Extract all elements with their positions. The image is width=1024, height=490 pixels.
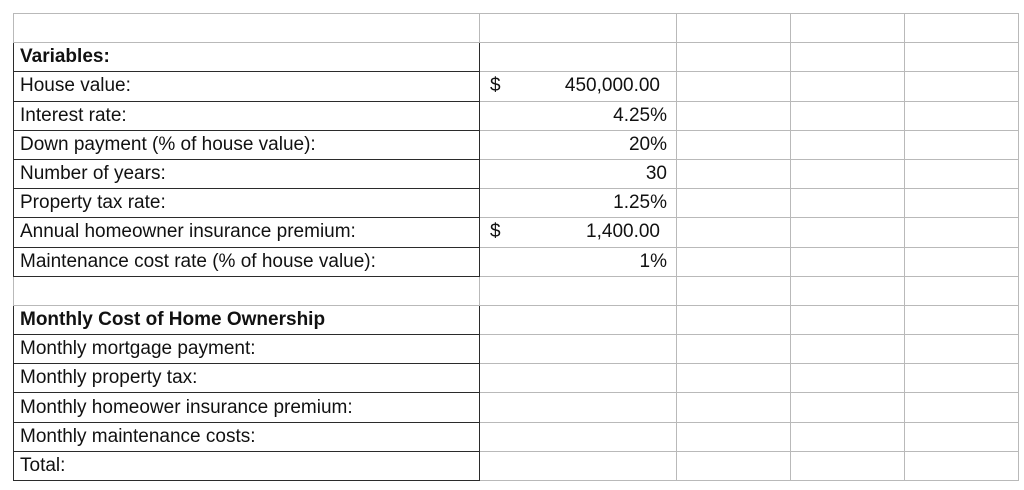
sheet-row <box>14 43 1019 72</box>
cell-e8[interactable] <box>905 218 1019 247</box>
cell-d15[interactable] <box>791 422 905 451</box>
cell-d2[interactable] <box>791 43 905 72</box>
cell-d6[interactable] <box>791 159 905 188</box>
maintenance-rate-value: 1% <box>639 250 667 272</box>
cell-c10[interactable] <box>677 276 791 305</box>
interest-rate-value: 4.25% <box>613 104 667 126</box>
cell-c2[interactable] <box>677 43 791 72</box>
variables-header-cell[interactable]: Variables: <box>14 43 480 72</box>
down-payment-value: 20% <box>628 133 667 155</box>
sheet-row <box>14 276 1019 305</box>
cell-d4[interactable] <box>791 101 905 130</box>
cell-e16[interactable] <box>905 451 1019 480</box>
cell-c9[interactable] <box>677 247 791 276</box>
number-of-years-cell[interactable] <box>480 159 677 188</box>
cell-c15[interactable] <box>677 422 791 451</box>
sheet-row <box>14 14 1019 43</box>
monthly-property-tax-value-cell[interactable] <box>480 364 677 393</box>
cell-c14[interactable] <box>677 393 791 422</box>
cell-c6[interactable] <box>677 159 791 188</box>
cell-c11[interactable] <box>677 305 791 334</box>
house-value-cell[interactable] <box>480 72 677 101</box>
house-value-label[interactable]: House value: <box>14 72 480 101</box>
interest-rate-cell[interactable] <box>480 101 677 130</box>
cell-c12[interactable] <box>677 335 791 364</box>
cell-e6[interactable] <box>905 159 1019 188</box>
cell-a10[interactable] <box>14 276 480 305</box>
cell-e12[interactable] <box>905 335 1019 364</box>
cell-e10[interactable] <box>905 276 1019 305</box>
cell-d10[interactable] <box>791 276 905 305</box>
currency-symbol: $ <box>490 75 501 97</box>
down-payment-label[interactable]: Down payment (% of house value): <box>14 130 480 159</box>
cell-e4[interactable] <box>905 101 1019 130</box>
monthly-maintenance-value-cell[interactable] <box>480 422 677 451</box>
sheet-row <box>14 72 1019 101</box>
cell-d13[interactable] <box>791 364 905 393</box>
cell-d16[interactable] <box>791 451 905 480</box>
sheet-row <box>14 130 1019 159</box>
cell-e15[interactable] <box>905 422 1019 451</box>
cell-e1[interactable] <box>905 14 1019 43</box>
sheet-row <box>14 247 1019 276</box>
cell-e11[interactable] <box>905 305 1019 334</box>
cell-d14[interactable] <box>791 393 905 422</box>
sheet-row <box>14 364 1019 393</box>
house-value-amount: 450,000.00 <box>564 75 660 97</box>
cell-c7[interactable] <box>677 189 791 218</box>
cell-a1[interactable] <box>14 14 480 43</box>
sheet-row <box>14 189 1019 218</box>
cell-d7[interactable] <box>791 189 905 218</box>
cell-e3[interactable] <box>905 72 1019 101</box>
sheet-row <box>14 101 1019 130</box>
spreadsheet-grid <box>13 13 1019 481</box>
interest-rate-label[interactable]: Interest rate: <box>14 101 480 130</box>
maintenance-rate-cell[interactable] <box>480 247 677 276</box>
cell-d12[interactable] <box>791 335 905 364</box>
total-value-cell[interactable] <box>480 451 677 480</box>
property-tax-rate-label[interactable]: Property tax rate: <box>14 189 480 218</box>
sheet-row <box>14 393 1019 422</box>
cell-b10[interactable] <box>480 276 677 305</box>
sheet-row <box>14 451 1019 480</box>
property-tax-rate-cell[interactable] <box>480 189 677 218</box>
maintenance-rate-label[interactable]: Maintenance cost rate (% of house value): <box>14 247 480 276</box>
monthly-maintenance-label[interactable]: Monthly maintenance costs: <box>14 422 480 451</box>
cell-d9[interactable] <box>791 247 905 276</box>
cell-b1[interactable] <box>480 14 677 43</box>
insurance-premium-cell[interactable] <box>480 218 677 247</box>
cell-d1[interactable] <box>791 14 905 43</box>
monthly-insurance-label[interactable]: Monthly homeower insurance premium: <box>14 393 480 422</box>
total-label[interactable]: Total: <box>14 451 480 480</box>
monthly-mortgage-label[interactable]: Monthly mortgage payment: <box>14 335 480 364</box>
cell-c4[interactable] <box>677 101 791 130</box>
cell-b2[interactable] <box>480 43 677 72</box>
currency-symbol: $ <box>490 221 501 243</box>
insurance-premium-label[interactable]: Annual homeowner insurance premium: <box>14 218 480 247</box>
monthly-insurance-value-cell[interactable] <box>480 393 677 422</box>
cell-c16[interactable] <box>677 451 791 480</box>
number-of-years-value: 30 <box>645 162 667 184</box>
sheet-row <box>14 335 1019 364</box>
cell-c3[interactable] <box>677 72 791 101</box>
insurance-premium-amount: 1,400.00 <box>586 221 660 243</box>
sheet-row <box>14 422 1019 451</box>
cell-c5[interactable] <box>677 130 791 159</box>
sheet-row <box>14 305 1019 334</box>
cell-c13[interactable] <box>677 364 791 393</box>
cell-b11[interactable] <box>480 305 677 334</box>
sheet-row <box>14 218 1019 247</box>
cell-d5[interactable] <box>791 130 905 159</box>
sheet-row <box>14 159 1019 188</box>
cell-d8[interactable] <box>791 218 905 247</box>
cell-d11[interactable] <box>791 305 905 334</box>
cell-d3[interactable] <box>791 72 905 101</box>
monthly-property-tax-label[interactable]: Monthly property tax: <box>14 364 480 393</box>
property-tax-rate-value: 1.25% <box>613 192 667 214</box>
cell-e14[interactable] <box>905 393 1019 422</box>
cell-e13[interactable] <box>905 364 1019 393</box>
cell-e7[interactable] <box>905 189 1019 218</box>
cell-c1[interactable] <box>677 14 791 43</box>
cell-e5[interactable] <box>905 130 1019 159</box>
monthly-mortgage-value-cell[interactable] <box>480 335 677 364</box>
down-payment-cell[interactable] <box>480 130 677 159</box>
number-of-years-label[interactable]: Number of years: <box>14 159 480 188</box>
cell-e2[interactable] <box>905 43 1019 72</box>
cell-c8[interactable] <box>677 218 791 247</box>
cell-e9[interactable] <box>905 247 1019 276</box>
monthly-cost-header-cell[interactable]: Monthly Cost of Home Ownership <box>14 305 480 334</box>
